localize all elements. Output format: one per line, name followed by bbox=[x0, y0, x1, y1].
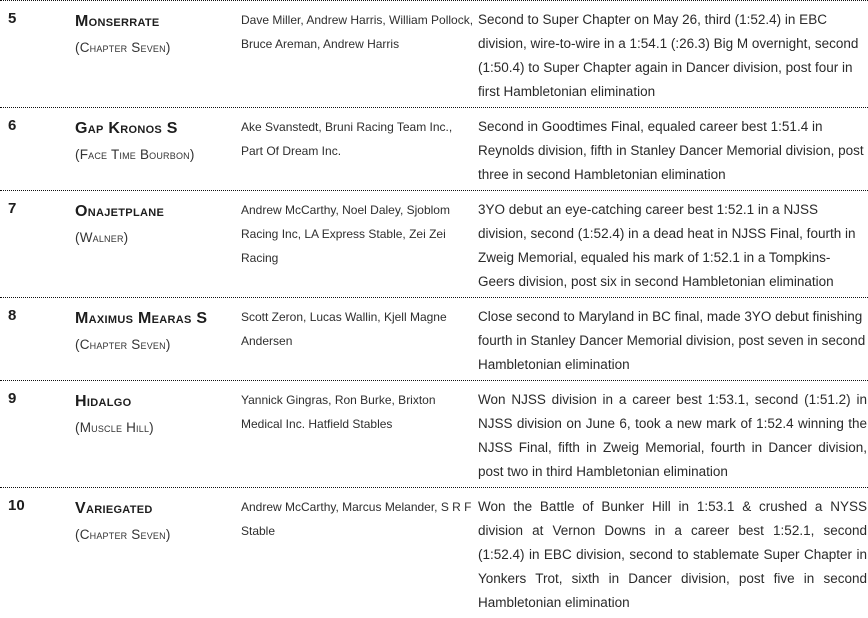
post-number: 10 bbox=[8, 497, 25, 514]
race-notes: Won NJSS division in a career best 1:53.1, second (1:51.2) in NJSS division on June 6, took a new mark of 1:52.4 winning the NJSS Final, fifth in Zweig Memorial, fourth in Dancer division, post two in third Hambletonian elimination bbox=[478, 392, 867, 479]
horse-cell bbox=[70, 115, 238, 187]
horse-name: Onajetplane bbox=[75, 203, 165, 220]
horse-cell bbox=[70, 388, 238, 484]
horse-cell bbox=[70, 198, 238, 294]
horse-name: Hidalgo bbox=[75, 393, 132, 410]
sire-name: (Walner) bbox=[75, 230, 129, 245]
sire-name: (Face Time Bourbon) bbox=[75, 147, 195, 162]
table-row bbox=[0, 487, 868, 618]
horse-name: Maximus Mearas S bbox=[75, 310, 208, 327]
post-number: 6 bbox=[8, 117, 17, 134]
table-row bbox=[0, 190, 868, 297]
sire-name: (Muscle Hill) bbox=[75, 420, 154, 435]
race-notes: Second to Super Chapter on May 26, third (1:52.4) in EBC division, wire-to-wire in a 1:54.1 (:26.3) Big M overnight, second (1:50.4) to Super Chapter again in Dancer division, post four in first Hambletonian elimination bbox=[478, 12, 859, 99]
table-row bbox=[0, 297, 868, 380]
sire-name: (Chapter Seven) bbox=[75, 527, 171, 542]
owners: Ake Svanstedt, Bruni Racing Team Inc., Part Of Dream Inc. bbox=[241, 120, 453, 158]
horse-cell bbox=[70, 305, 238, 377]
post-number: 7 bbox=[8, 200, 17, 217]
post-number: 8 bbox=[8, 307, 17, 324]
owners: Andrew McCarthy, Noel Daley, Sjoblom Racing Inc, LA Express Stable, Zei Zei Racing bbox=[241, 203, 450, 265]
race-notes: Won the Battle of Bunker Hill in 1:53.1 & crushed a NYSS division at Vernon Downs in a career best 1:52.1, second (1:52.4) in EBC division, second to stablemate Super Chapter in Yonkers Trot, sixth in Dancer division, post five in second Hambletonian elimination bbox=[478, 499, 867, 610]
owners: Dave Miller, Andrew Harris, William Pollock, Bruce Areman, Andrew Harris bbox=[241, 13, 474, 51]
owners: Andrew McCarthy, Marcus Melander, S R F Stable bbox=[241, 500, 472, 538]
race-notes: Second in Goodtimes Final, equaled career best 1:51.4 in Reynolds division, fifth in Stanley Dancer Memorial division, post three in second Hambletonian elimination bbox=[478, 119, 864, 182]
table-row bbox=[0, 380, 868, 487]
table-row bbox=[0, 107, 868, 190]
race-notes: 3YO debut an eye-catching career best 1:52.1 in a NJSS division, second (1:52.4) in a dead heat in NJSS Final, fourth in Zweig Memorial, equaled his mark of 1:52.1 in a Tompkins-Geers division, post six in second Hambletonian elimination bbox=[478, 202, 856, 289]
sire-name: (Chapter Seven) bbox=[75, 40, 171, 55]
horse-name: Monserrate bbox=[75, 13, 160, 30]
post-number: 9 bbox=[8, 390, 17, 407]
horse-cell bbox=[70, 495, 238, 615]
sire-name: (Chapter Seven) bbox=[75, 337, 171, 352]
horse-cell bbox=[70, 8, 238, 104]
post-number: 5 bbox=[8, 10, 17, 27]
table-row bbox=[0, 0, 868, 107]
race-notes: Close second to Maryland in BC final, made 3YO debut finishing fourth in Stanley Dancer Memorial division, post seven in second Hambletonian elimination bbox=[478, 309, 866, 372]
horse-name: Gap Kronos S bbox=[75, 120, 178, 137]
horse-name: Variegated bbox=[75, 500, 153, 517]
owners: Scott Zeron, Lucas Wallin, Kjell Magne Andersen bbox=[241, 310, 447, 348]
owners: Yannick Gingras, Ron Burke, Brixton Medical Inc. Hatfield Stables bbox=[241, 393, 436, 431]
